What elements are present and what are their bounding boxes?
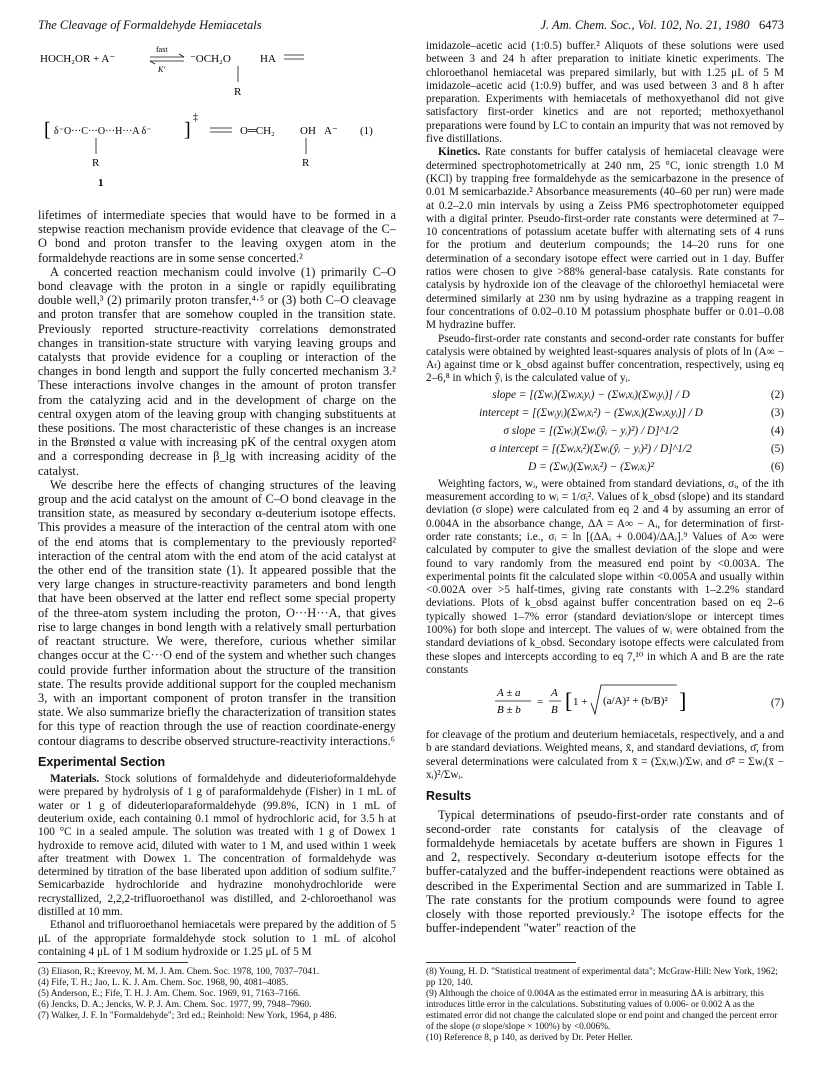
footnotes-left	[38, 956, 396, 1022]
equation-expression: slope = [(Σwᵢ)(Σwᵢxᵢyᵢ) − (Σwᵢxᵢ)(Σwᵢyᵢ)] / D	[492, 389, 690, 402]
ts-dagger: ‡	[193, 112, 198, 123]
equation-expression: D = (Σwᵢ)(Σwᵢxᵢ²) − (Σwᵢxᵢ)²	[528, 461, 654, 474]
formula-b: B	[551, 704, 558, 717]
journal-citation: J. Am. Chem. Soc., Vol. 102, No. 21, 1980 6473	[540, 17, 784, 32]
equation-number: (7)	[770, 696, 784, 709]
equation-number: (2)	[770, 389, 784, 402]
running-header	[38, 14, 784, 36]
equation	[426, 442, 784, 458]
equation	[426, 406, 784, 422]
formula-one: 1 +	[573, 696, 588, 709]
footnote: (7) Walker, J. F. In "Formaldehyde"; 3rd ed.; Reinhold: New York, 1964, p 486.	[38, 1011, 337, 1021]
footnote: (6) Jencks, D. A.; Jencks, W. P. J. Am. Chem. Soc. 1977, 99, 7948–7960.	[38, 1000, 312, 1010]
scheme-oh: OH	[300, 125, 316, 137]
scheme-eq-number: (1)	[360, 125, 373, 137]
isotope-effect-formula	[491, 682, 691, 720]
paragraph: for cleavage of the protium and deuterium hemiacetals, respectively, and a and b are standard deviations. Weighted means, x̄, and standard deviations, σ̄, from several determinations were calculated from x̄ = (Σxᵢwᵢ)/Σwᵢ and σ̄² = Σwᵢ(x̄ − xᵢ)²/Σwᵢ.	[426, 729, 784, 782]
paragraph: imidazole–acetic acid (1:0.5) buffer.² Aliquots of these solutions were used between 3 and 24 h after preparation to initiate kinetic experiments. The chloroethanol hemiacetal was prepared similarly, but with 1.25 μL of 5 M imidazole–acetic acid (1:0.9) buffer, and was used between 3 and 8 h after preparation. Experiments with hemiacetals of methoxyethanol did not give satisfactory first-order kinetics and are not reported; methoxyethanol preparations were found by LC to contain an impurity that was not removed by five distillations.	[426, 40, 784, 146]
footnote-rule	[38, 962, 188, 963]
paragraph: lifetimes of intermediate species that would have to be formed in a stepwise reaction mechanism provide evidence that cleavage of the C–O bond and proton transfer to the leaving oxygen atom in the formaldehyde reactions are in some sense concerted.²	[38, 208, 396, 265]
run-in-heading: Materials.	[50, 773, 100, 786]
section-heading: Experimental Section	[38, 754, 166, 769]
scheme-r-2: R	[92, 157, 100, 169]
paragraph: A concerted reaction mechanism could involve (1) primarily C–O bond cleavage with the proton in a single or rapidly equilibrating double well,³ (2) primarily proton transfer,⁴·⁵ or (3) both C–O cleavage and proton transfer that are somehow coupled in the transition state. Previously reported structure-reactivity correlations demonstrated changes in transition-state structure with varying leaving groups and catalysts that provide evidence for a coupling or interaction of the changes in bond length and support the fully concerted mechanism 3.² These interactions involve changes in the amount of proton transfer from the catalyzing acid and in the development of charge on the central oxygen atom of the leaving group with changing substituents at these positions. The most characteristic of these changes is an increase in the Brønsted α value with increasing pK of the central oxygen atom and a corresponding decrease in β_lg with increasing acidity of the catalyst.	[38, 264, 396, 478]
right-column	[426, 40, 784, 959]
journal-page	[38, 14, 785, 1043]
page-number: 6473	[759, 17, 784, 32]
equation-number: (3)	[770, 407, 784, 420]
left-column	[38, 40, 396, 959]
running-title: The Cleavage of Formaldehyde Hemiacetals	[38, 17, 262, 32]
equation	[426, 424, 784, 440]
footnote: (8) Young, H. D. "Statistical treatment of experimental data"; McGraw-Hill: New York, 1962; pp 120, 140.	[426, 967, 778, 988]
equation-expression: σ intercept = [(Σwᵢxᵢ²)(Σwᵢ(ŷᵢ − yᵢ)²) / D]^1/2	[490, 443, 692, 456]
paragraph: Pseudo-first-order rate constants and second-order rate constants for buffer catalysis were obtained by weighted least-squares analysis of plots of ln (A∞ − Aₜ) against time or k_obsd against buffer concentration, respectively, using eq 2–6,⁸ in which ŷᵢ is the calculated value of yᵢ.	[426, 332, 784, 385]
footnote: (5) Anderson, E.; Fife, T. H. J. Am. Chem. Soc. 1969, 91, 7163–7166.	[38, 989, 301, 999]
equation-7	[426, 683, 784, 723]
formula-bracket-r: ]	[679, 688, 687, 714]
ts-bracket-left: [	[44, 119, 51, 141]
equation	[426, 388, 784, 404]
eq-arrow-head-back	[150, 61, 155, 64]
formula-bracket-l: [	[565, 688, 573, 714]
formula-a: A	[551, 687, 558, 700]
footnote-rule	[426, 962, 576, 963]
equation-7-expression	[426, 682, 756, 724]
paragraph: We describe here the effects of changing structures of the leaving group and the acid catalyst on the amount of C–O bond cleavage in the transition state, as measured by secondary α-deuterium isotope effects. This provides a measure of the interaction of the central atom with one of the end atoms that is complementary to the previously reported² interaction of the central atom with the end atom of the acid catalyst at the other end of the transition state (1). It appeared possible that the very large changes in structure-reactivity parameters and bond length that have been observed at the latter end reflect some special property of the three-atom system including the proton, O···H···A, that gives rise to large changes in bond length with a relatively small perturbation of reactant structure. We were, therefore, curious whether similar changes occur at the C···O end of the system and whether such changes could provide further information about the structure of the transition state. The results provide additional support for the coupled mechanism 3, with an important component of proton transfer in the transition state. We also summarize briefly the characterization of transition states for this type of reaction through the use of reaction coordinate-energy contour diagrams to describe observed structure-reactivity interactions.⁶	[38, 477, 396, 748]
formula-num: A ± a	[497, 687, 521, 700]
paragraph-text: Rate constants for buffer catalysis of hemiacetal cleavage were determined spectrophotometrically at 240 nm, 25 °C, ionic strength 1.0 M (KCl) by trapping free formaldehyde as the semicarbazone in the presence of 0.01 M semicarbazide.² Absorbance measurements (40–60 per run) were made at 0.2–2.0 min intervals by using a Zeiss PM6 spectrophotometer equipped with a digital printer. Pseudo-first-order rate constants were determined at 7–10 concentrations of potassium acetate buffer with alternating sets of 4 runs for the protium and deuterium compounds; the 14–20 runs for one determination of a secondary isotope effect were carried out in 1 day. Buffer ratios were chosen to give >88% general-base catalysis. Rate constants for catalysis by hydroxide ion of the cleavage of the chloroethyl hemiacetal were determined similarly at 230 nm by using hydrazine as a trapping reagent in four concentrations of 0.02–0.10 M potassium phosphate buffer or 0.01–0.08 M hydrazine buffer.	[426, 146, 785, 332]
paragraph: Ethanol and trifluoroethanol hemiacetals were prepared by the addition of 5 μL of the appropriate formaldehyde stock solution to 1 mL of alcohol containing 4 μL of 1 M sodium hydroxide or 1.25 μL of 5 M	[38, 919, 396, 958]
paragraph: Weighting factors, wᵢ, were obtained from standard deviations, σᵢ, of the ith measurement according to wᵢ = 1/σᵢ². Values of k_obsd (slope) and its standard deviation (σ slope) were calculated from eq 2 and 4 by assuming an error of 0.004A in the absorbance change, ΔA = A∞ − Aᵢ, for determination of first-order rate constants; i.e., σᵢ = ln [(ΔAᵢ + 0.004)/ΔAᵢ].⁹ Values of A∞ were calculated by computer to give the smallest deviation of the slope and were found to vary randomly from the measured end point by <0.003A. The experimental points fit the calculated slope within <0.005A and usually within <0.002A over >5 half-times, giving rate constants with 1–2.2% standard deviations. Plots of k_obsd against buffer concentration based on eq 2–6 typically showed 1–7% error (standard deviation/slope or intercept times 100%) for both slope and intercept. The values of wᵢ were obtained from the standard deviations of k_obsd. Secondary isotope effects were calculated from these slopes and intercepts according to eq 7,¹⁰ in which A and B are the rate constants	[426, 477, 784, 676]
equation	[426, 460, 784, 476]
footnotes-right	[426, 956, 784, 1044]
equation-number: (5)	[770, 443, 784, 456]
scheme-reactant: HOCH₂OR + A⁻	[40, 53, 116, 65]
formula-term1: (a/A)² + (b/B)²	[603, 695, 668, 708]
formula-den: B ± b	[497, 704, 521, 717]
formula-eq: =	[537, 696, 544, 709]
section-heading: Results	[426, 789, 472, 804]
footnote: (4) Fife, T. H.; Jao, L. K. J. Am. Chem. Soc. 1968, 90, 4081–4085.	[38, 978, 289, 988]
paragraph	[38, 773, 396, 919]
equation-expression: σ slope = [(Σwᵢ)(Σwᵢ(ŷᵢ − yᵢ)²) / D]^1/2	[503, 425, 679, 438]
scheme-alkoxide: ⁻OCH₂O	[190, 53, 231, 65]
equation-number: (4)	[770, 425, 784, 438]
run-in-heading: Kinetics.	[438, 146, 481, 159]
scheme-r-3: R	[302, 157, 310, 169]
ts-label: 1	[98, 177, 104, 189]
equation-expression: intercept = [(Σwᵢyᵢ)(Σwᵢxᵢ²) − (Σwᵢxᵢ)(Σwᵢxᵢyᵢ)] / D	[479, 407, 703, 420]
footnote: (9) Although the choice of 0.004A as the estimated error in measuring ΔA is arbitrary, this introduces little error in the calculations. Substituting values of 0.006- or 0.002 A as the estimated error did not change the calculated slope or end point and changed the percent error of the slope (σ slope/slope × 100%) by <0.006%.	[426, 989, 778, 1032]
reaction-scheme	[38, 40, 396, 208]
scheme-r-1: R	[234, 86, 242, 98]
ts-bracket-right: ]	[184, 119, 191, 141]
footnote: (10) Reference 8, p 140, as derived by Dr. Peter Heller.	[426, 1033, 633, 1043]
eq-arrow-head	[179, 54, 184, 57]
scheme-product: O═CH₂	[240, 125, 275, 137]
equation-number: (6)	[770, 461, 784, 474]
scheme-a-minus: A⁻	[324, 125, 338, 137]
scheme-k-bottom: K′	[158, 65, 166, 74]
scheme-drawing	[38, 40, 396, 208]
paragraph: Typical determinations of pseudo-first-order rate constants and of second-order rate constants for catalysis of the cleavage of formaldehyde hemiacetals by acetate buffers are shown in Figures 1 and 2, respectively. Secondary α-deuterium isotope effects for the buffer-catalyzed and the buffer-independent reactions were obtained as described in the Experimental Section and are summarized in Table I. The rate constants for the protium compounds were found to agree closely with those reported previously.² The isotope effects for the buffer-independent "water" reaction of the	[426, 807, 784, 936]
footnote: (3) Eliason, R.; Kreevoy, M. M. J. Am. Chem. Soc. 1978, 100, 7037–7041.	[38, 967, 320, 977]
paragraph	[426, 146, 784, 332]
scheme-ha: HA	[260, 53, 276, 65]
paragraph-text: Stock solutions of formaldehyde and dideuterioformaldehyde were prepared by hydrolysis of 1 g of paraformaldehyde (Fisher) in 1 mL of water or 1 g of dideuterioparaformaldehyde (99.8%, ICN) in 1 mL of deuterium oxide, each containing 0.1 mmol of hydrochloric acid, for 3.5 h at 100 °C in a sealed ampule. The solution was treated with 1 g of Dowex 1 hydroxide to remove acid, diluted with water to 1 M, and used within 1 week after treatment with Dowex 1. The concentration of formaldehyde was determined by titration of the base liberated upon addition of sodium sulfite.⁷ Semicarbazide hydrochloride and hydrazine monohydrochloride were recrystallized, 2,2,2-trifluoroethanol was distilled, and 2-chloroethanol was distilled at 10 mm.	[38, 773, 396, 918]
ts-structure: δ⁻O···C···O···H···A δ⁻	[54, 126, 152, 137]
scheme-k-top: fast	[156, 45, 168, 54]
